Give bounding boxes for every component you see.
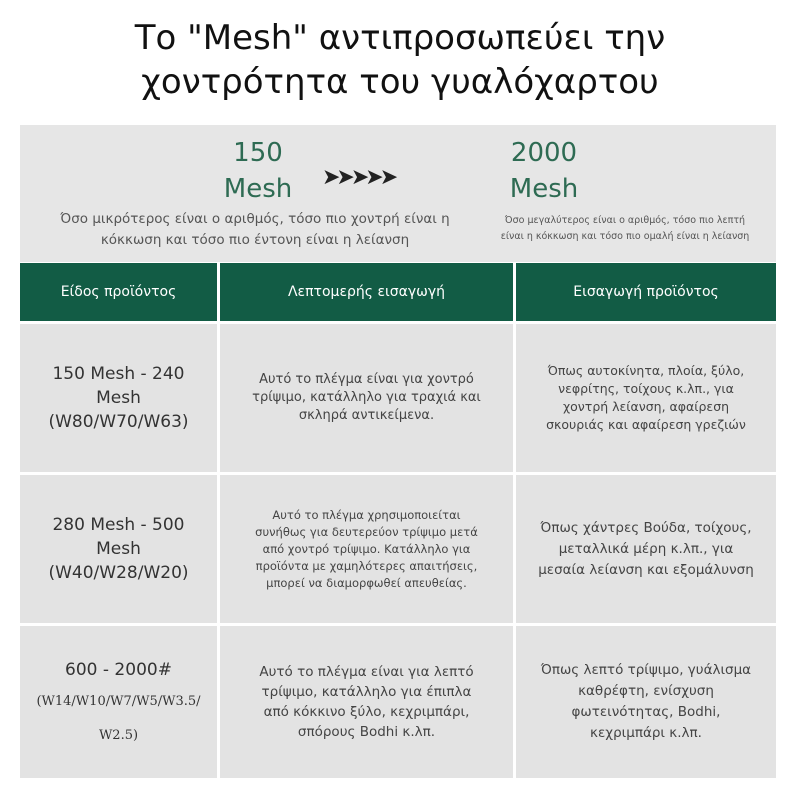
- product-type-line: 600 - 2000#: [65, 660, 172, 680]
- intro-text: Όπως χάντρες Βούδα, τοίχους, μεταλλικά μέρη κ.λπ., για μεσαία λείανση και εξομάλυνση: [538, 519, 754, 578]
- product-type-line: (W80/W70/W63): [48, 412, 189, 432]
- detail-text: Αυτό το πλέγμα χρησιμοποιείται συνήθως για δευτερεύον τρίψιμο μετά από χοντρό τρίψιμο. Κατάλληλο για προϊόντα με χαμηλότερες απαιτήσεις, μπορεί να διαμορφωθεί απευθείας.: [255, 507, 478, 590]
- coarse-mesh-number: 150: [233, 138, 283, 168]
- header-detailed-intro: Λεπτομερής εισαγωγή: [220, 263, 513, 321]
- table-header: [20, 263, 776, 321]
- page-title: [0, 16, 800, 104]
- intro-cell: [516, 475, 776, 623]
- header-product-intro: Εισαγωγή προϊόντος: [516, 263, 776, 321]
- detail-cell: [220, 324, 513, 472]
- title-line-2: χοντρότητα του γυαλόχαρτου: [141, 62, 659, 102]
- product-type-line: (W14/W10/W7/W5/W3.5/: [36, 694, 201, 709]
- intro-cell: [516, 626, 776, 778]
- intro-text: Όπως αυτοκίνητα, πλοία, ξύλο, νεφρίτης, τοίχους κ.λπ., για χοντρή λείανση, αφαίρεση σκουριάς και αφαίρεση γρεζιών: [546, 363, 746, 432]
- table-row: [20, 475, 776, 623]
- coarse-mesh-label: [196, 135, 320, 207]
- detail-text: Αυτό το πλέγμα είναι για χοντρό τρίψιμο, κατάλληλο για τραχιά και σκληρά αντικείμενα.: [252, 372, 481, 423]
- title-line-1: Το "Mesh" αντιπροσωπεύει την: [134, 18, 666, 58]
- product-type-line: 150 Mesh - 240: [52, 364, 185, 384]
- table-row: [20, 324, 776, 472]
- intro-cell: [516, 324, 776, 472]
- product-type-cell: [20, 324, 217, 472]
- fine-note-line-1: Όσο μεγαλύτερος είναι ο αριθμός, τόσο πιο λεπτή: [504, 215, 746, 226]
- mesh-comparison-panel: [20, 125, 776, 262]
- product-type-line: W2.5): [98, 728, 139, 743]
- fine-mesh-unit: Mesh: [509, 174, 579, 204]
- coarse-mesh-note: [28, 209, 482, 251]
- table-row: [20, 626, 776, 778]
- intro-text: Όπως λεπτό τρίψιμο, γυάλισμα καθρέφτη, ενίσχυση φωτεινότητας, Bodhi, κεχριμπάρι κ.λπ.: [540, 662, 752, 741]
- arrow-right-icon: ➤➤➤➤➤: [322, 165, 395, 190]
- fine-note-line-2: είναι η κόκκωση και τόσο πιο ομαλή είναι η λείανση: [500, 231, 750, 242]
- fine-mesh-label: [480, 135, 608, 207]
- header-product-type: Είδος προϊόντος: [20, 263, 217, 321]
- fine-mesh-note: [480, 213, 770, 245]
- coarse-note-line-2: κόκκωση και τόσο πιο έντονη είναι η λείανση: [100, 232, 410, 248]
- coarse-mesh-unit: Mesh: [223, 174, 293, 204]
- fine-mesh-number: 2000: [510, 138, 578, 168]
- product-table: [20, 263, 776, 778]
- product-type-line: Mesh: [96, 388, 141, 408]
- product-type-cell: [20, 626, 217, 778]
- detail-cell: [220, 475, 513, 623]
- detail-cell: [220, 626, 513, 778]
- detail-text: Αυτό το πλέγμα είναι για λεπτό τρίψιμο, κατάλληλο για έπιπλα από κόκκινο ξύλο, κεχριμπάρι, σπόρους Bodhi κ.λπ.: [259, 664, 474, 740]
- coarse-note-line-1: Όσο μικρότερος είναι ο αριθμός, τόσο πιο χοντρή είναι η: [60, 211, 450, 227]
- product-type-line: (W40/W28/W20): [48, 563, 189, 583]
- product-type-line: 280 Mesh - 500: [52, 515, 185, 535]
- product-type-line: Mesh: [96, 539, 141, 559]
- product-type-cell: [20, 475, 217, 623]
